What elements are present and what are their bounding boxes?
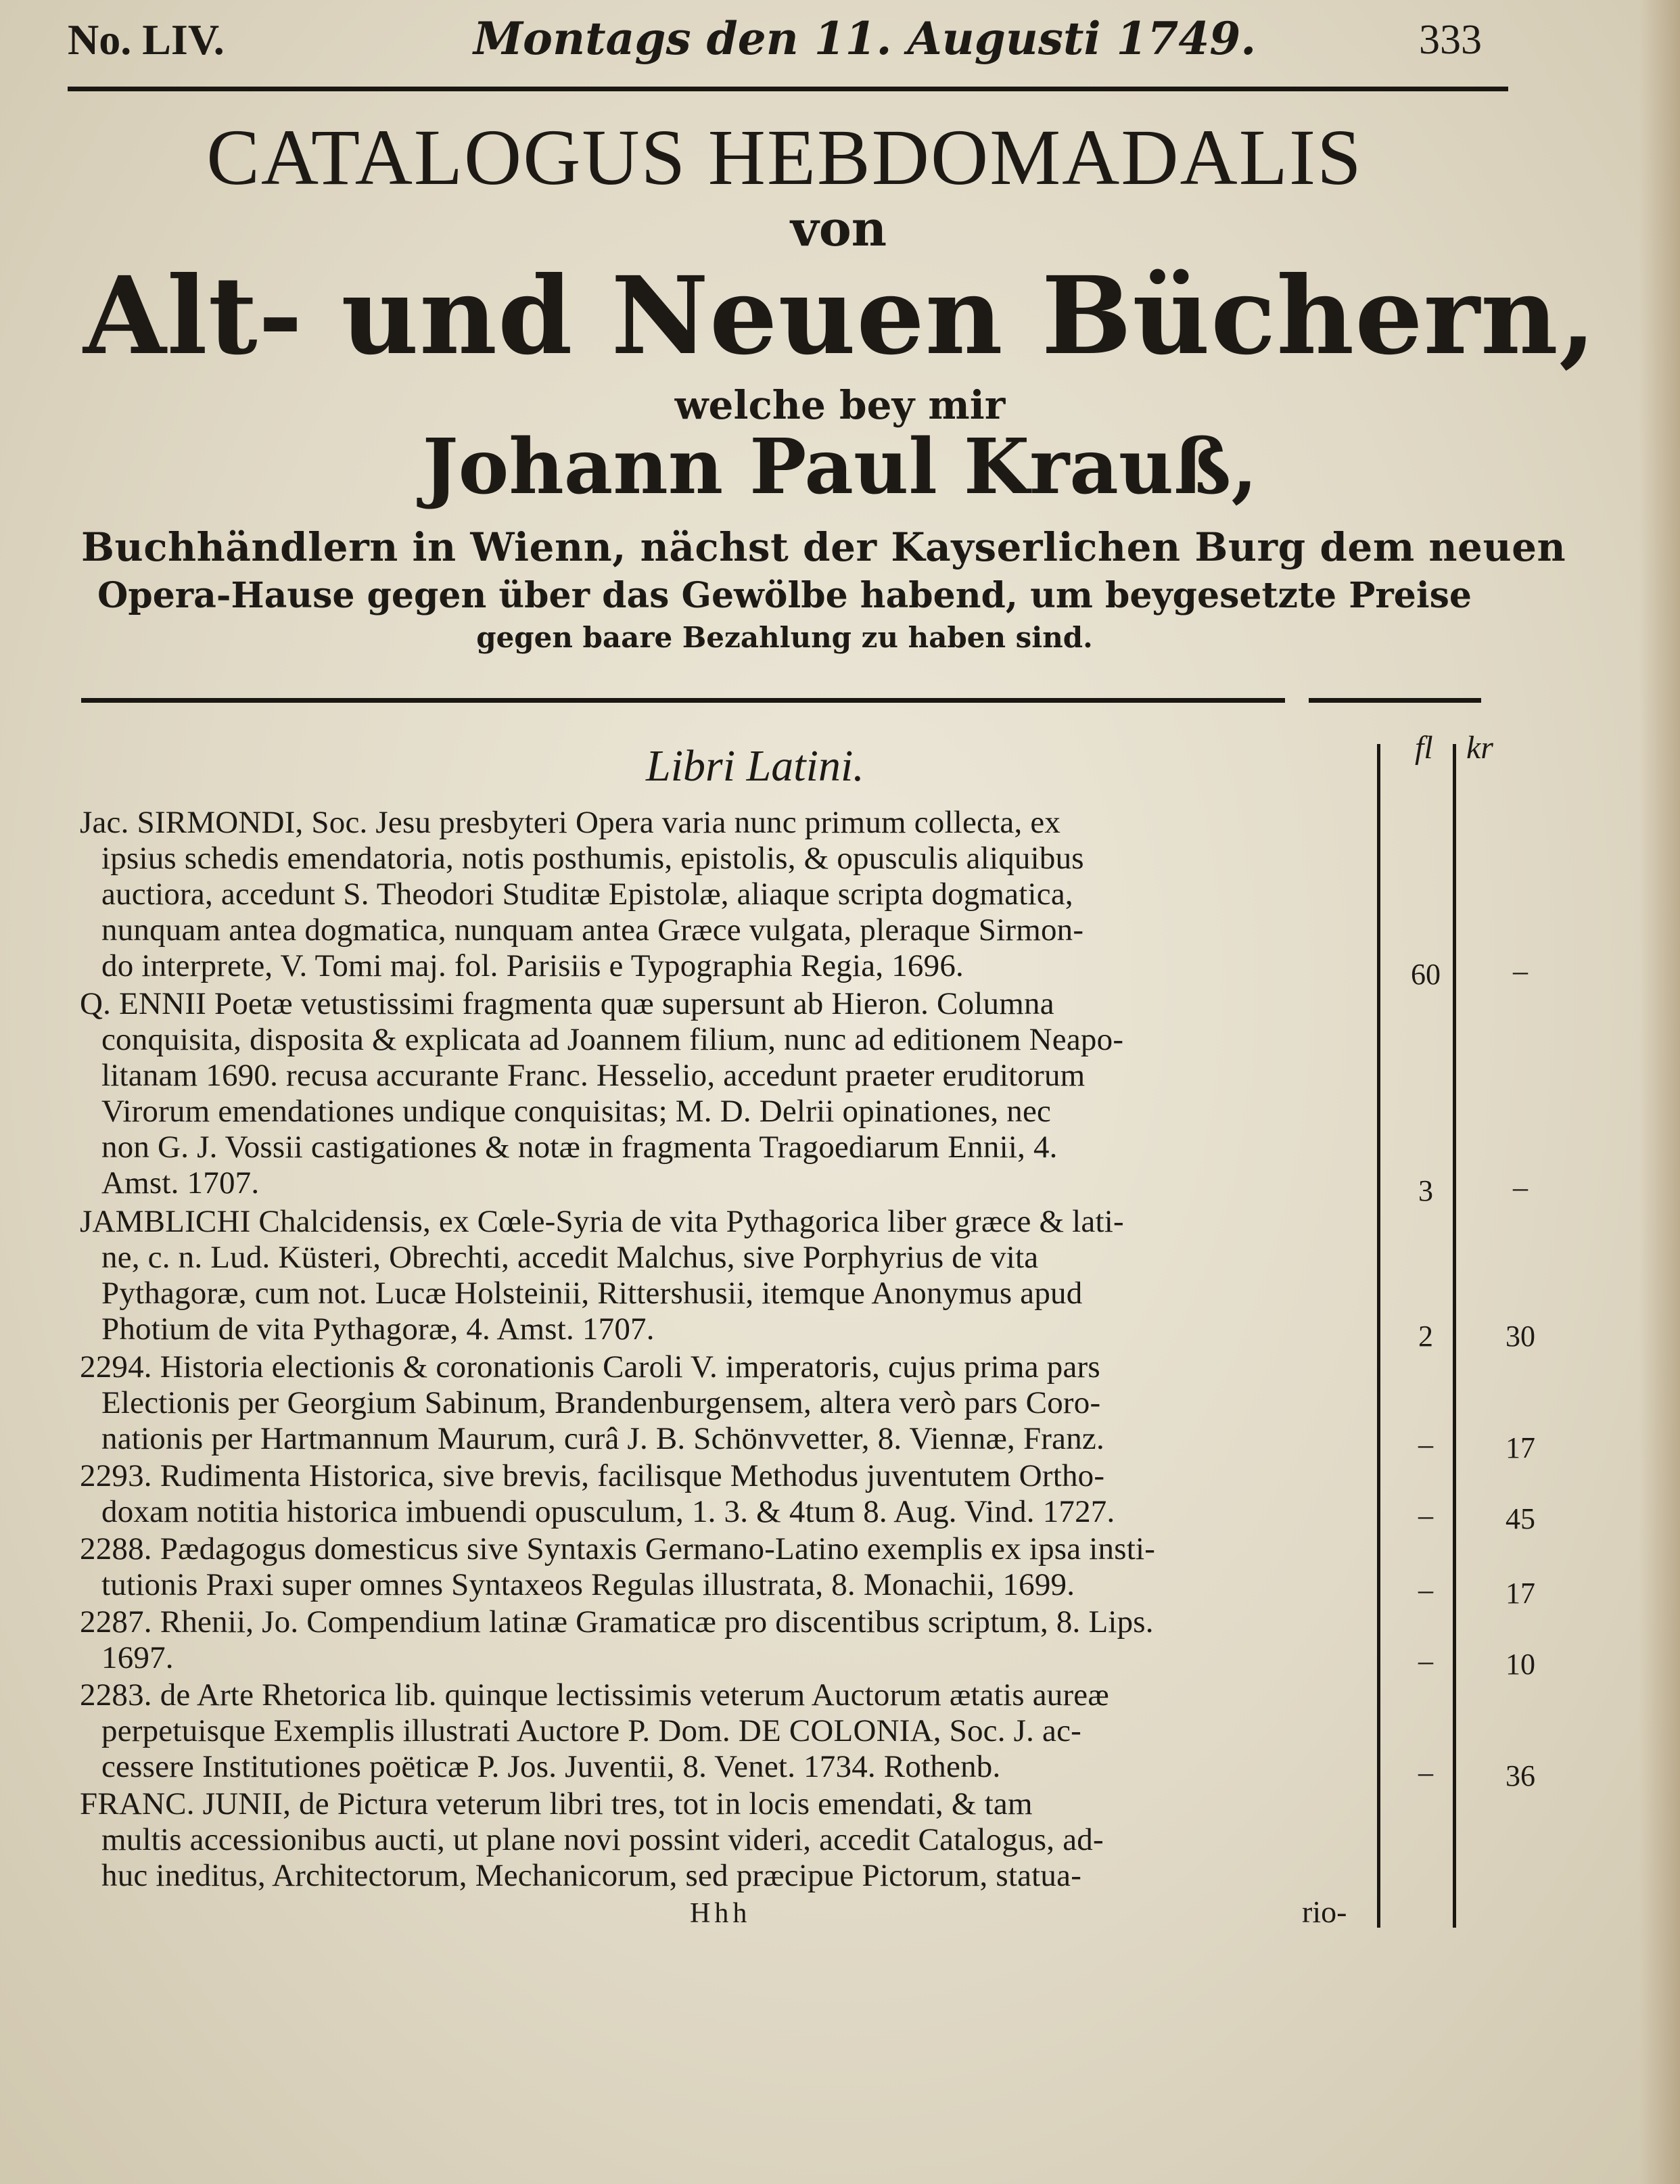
entry-line: Amst. 1707. bbox=[101, 1165, 260, 1201]
entry-line: non G. J. Vossii castigationes & notæ in fragmenta Tragoediarum Ennii, 4. bbox=[101, 1130, 1058, 1165]
entry-line: FRANC. JUNII, de Pictura veterum libri tres, tot in locis emendati, & tam bbox=[80, 1786, 1033, 1821]
entry-line: 2287. Rhenii, Jo. Compendium latinæ Gramaticæ pro discentibus scriptum, 8. Lips. bbox=[80, 1604, 1154, 1640]
entry-line: 2283. de Arte Rhetorica lib. quinque lectissimis veterum Auctorum ætatis aureæ bbox=[80, 1677, 1109, 1713]
entry-line: Photium de vita Pythagoræ, 4. Amst. 1707. bbox=[101, 1311, 655, 1347]
price-florin: 2 bbox=[1418, 1320, 1433, 1353]
title-books: Alt- und Neuen Büchern, bbox=[83, 254, 1597, 379]
bookseller-name: Johann Paul Krauß, bbox=[422, 423, 1258, 511]
entry-line: 2293. Rudimenta Historica, sive brevis, facilisque Methodus juventutem Ortho- bbox=[80, 1458, 1105, 1493]
price-florin: – bbox=[1418, 1428, 1433, 1461]
entry-line: Q. ENNII Poetæ vetustissimi fragmenta quæ supersunt ab Hieron. Columna bbox=[80, 986, 1054, 1021]
title-von: von bbox=[790, 200, 887, 257]
entry-line: nationis per Hartmannum Maurum, curâ J. B. Schönvvetter, 8. Viennæ, Franz. bbox=[101, 1421, 1104, 1456]
issue-number: No. LIV. bbox=[68, 16, 225, 64]
entry-line: auctiora, accedunt S. Theodori Studitæ Epistolæ, aliaque scripta dogmatica, bbox=[101, 877, 1073, 912]
entry-line: do interprete, V. Tomi maj. fol. Parisiis e Typographia Regia, 1696. bbox=[101, 948, 964, 983]
entry-line: 2294. Historia electionis & coronationis Caroli V. imperatoris, cujus prima pars bbox=[80, 1349, 1100, 1385]
price-kreuzer: 45 bbox=[1506, 1502, 1535, 1535]
price-kreuzer: 36 bbox=[1506, 1759, 1535, 1792]
entry-line: 1697. bbox=[101, 1640, 174, 1675]
price-kreuzer: – bbox=[1513, 1171, 1528, 1204]
column-header-fl: fl bbox=[1415, 730, 1433, 766]
entry-line: JAMBLICHI Chalcidensis, ex Cœle-Syria de vita Pythagorica liber græce & lati- bbox=[80, 1204, 1124, 1239]
entry-line: Pythagoræ, cum not. Lucæ Holsteinii, Rittershusii, itemque Anonymus apud bbox=[101, 1276, 1083, 1311]
issue-date: Montags den 11. Augusti 1749. bbox=[473, 12, 1257, 65]
header-rule bbox=[68, 87, 1508, 91]
entry-line: cessere Institutiones poëticæ P. Jos. Juventii, 8. Venet. 1734. Rothenb. bbox=[101, 1749, 1001, 1784]
entry-line: huc ineditus, Architectorum, Mechanicorum, sed præcipue Pictorum, statua- bbox=[101, 1858, 1082, 1893]
price-kreuzer: 30 bbox=[1506, 1320, 1535, 1353]
price-florin: – bbox=[1418, 1499, 1433, 1532]
price-florin: 3 bbox=[1418, 1174, 1433, 1207]
title-rule-right bbox=[1309, 698, 1481, 703]
entry-line: ipsius schedis emendatoria, notis posthumis, epistolis, & opusculis aliquibus bbox=[101, 841, 1084, 876]
column-header-kr: kr bbox=[1466, 730, 1493, 766]
entry-line: ne, c. n. Lud. Küsteri, Obrechti, accedit Malchus, sive Porphyrius de vita bbox=[101, 1240, 1039, 1275]
price-florin: – bbox=[1418, 1756, 1433, 1789]
price-kreuzer: 17 bbox=[1506, 1577, 1535, 1610]
catchword: rio- bbox=[1302, 1895, 1347, 1929]
price-florin: – bbox=[1418, 1644, 1433, 1677]
price-kreuzer: – bbox=[1513, 954, 1528, 988]
entry-line: perpetuisque Exemplis illustrati Auctore P. Dom. DE COLONIA, Soc. J. ac- bbox=[101, 1713, 1081, 1748]
entry-line: doxam notitia historica imbuendi opusculum, 1. 3. & 4tum 8. Aug. Vind. 1727. bbox=[101, 1494, 1115, 1529]
bookseller-address-2: Opera-Hause gegen über das Gewölbe habend, um beygesetzte Preise bbox=[97, 575, 1472, 616]
price-florin: 60 bbox=[1411, 958, 1441, 991]
page-number: 333 bbox=[1419, 17, 1482, 63]
title-welche: welche bey mir bbox=[674, 382, 1006, 428]
entry-line: tutionis Praxi super omnes Syntaxeos Regulas illustrata, 8. Monachii, 1699. bbox=[101, 1567, 1075, 1602]
price-florin: – bbox=[1418, 1573, 1433, 1606]
entry-line: Jac. SIRMONDI, Soc. Jesu presbyteri Opera varia nunc primum collecta, ex bbox=[80, 805, 1061, 840]
price-kreuzer: 17 bbox=[1506, 1431, 1535, 1464]
price-kreuzer: 10 bbox=[1506, 1648, 1535, 1681]
entry-line: litanam 1690. recusa accurante Franc. Hesselio, accedunt praeter eruditorum bbox=[101, 1058, 1086, 1093]
entry-line: conquisita, disposita & explicata ad Joannem filium, nunc ad editionem Neapo- bbox=[101, 1022, 1124, 1057]
catalogue-title: CATALOGUS HEBDOMADALIS bbox=[206, 113, 1363, 202]
signature-mark: Hhh bbox=[690, 1898, 751, 1929]
entry-line: nunquam antea dogmatica, nunquam antea Græce vulgata, pleraque Sirmon- bbox=[101, 912, 1084, 948]
entry-line: Electionis per Georgium Sabinum, Brandenburgensem, altera verò pars Coro- bbox=[101, 1385, 1101, 1420]
entry-line: multis accessionibus aucti, ut plane novi possint videri, accedit Catalogus, ad- bbox=[101, 1822, 1104, 1857]
entry-line: 2288. Pædagogus domesticus sive Syntaxis Germano-Latino exemplis ex ipsa insti- bbox=[80, 1531, 1156, 1566]
section-heading: Libri Latini. bbox=[646, 741, 864, 791]
entry-line: Virorum emendationes undique conquisitas; M. D. Delrii opinationes, nec bbox=[101, 1094, 1052, 1129]
bookseller-address-3: gegen baare Bezahlung zu haben sind. bbox=[476, 621, 1093, 654]
title-rule-left bbox=[81, 698, 1285, 703]
bookseller-address: Buchhändlern in Wienn, nächst der Kayserlichen Burg dem neuen bbox=[81, 524, 1566, 570]
